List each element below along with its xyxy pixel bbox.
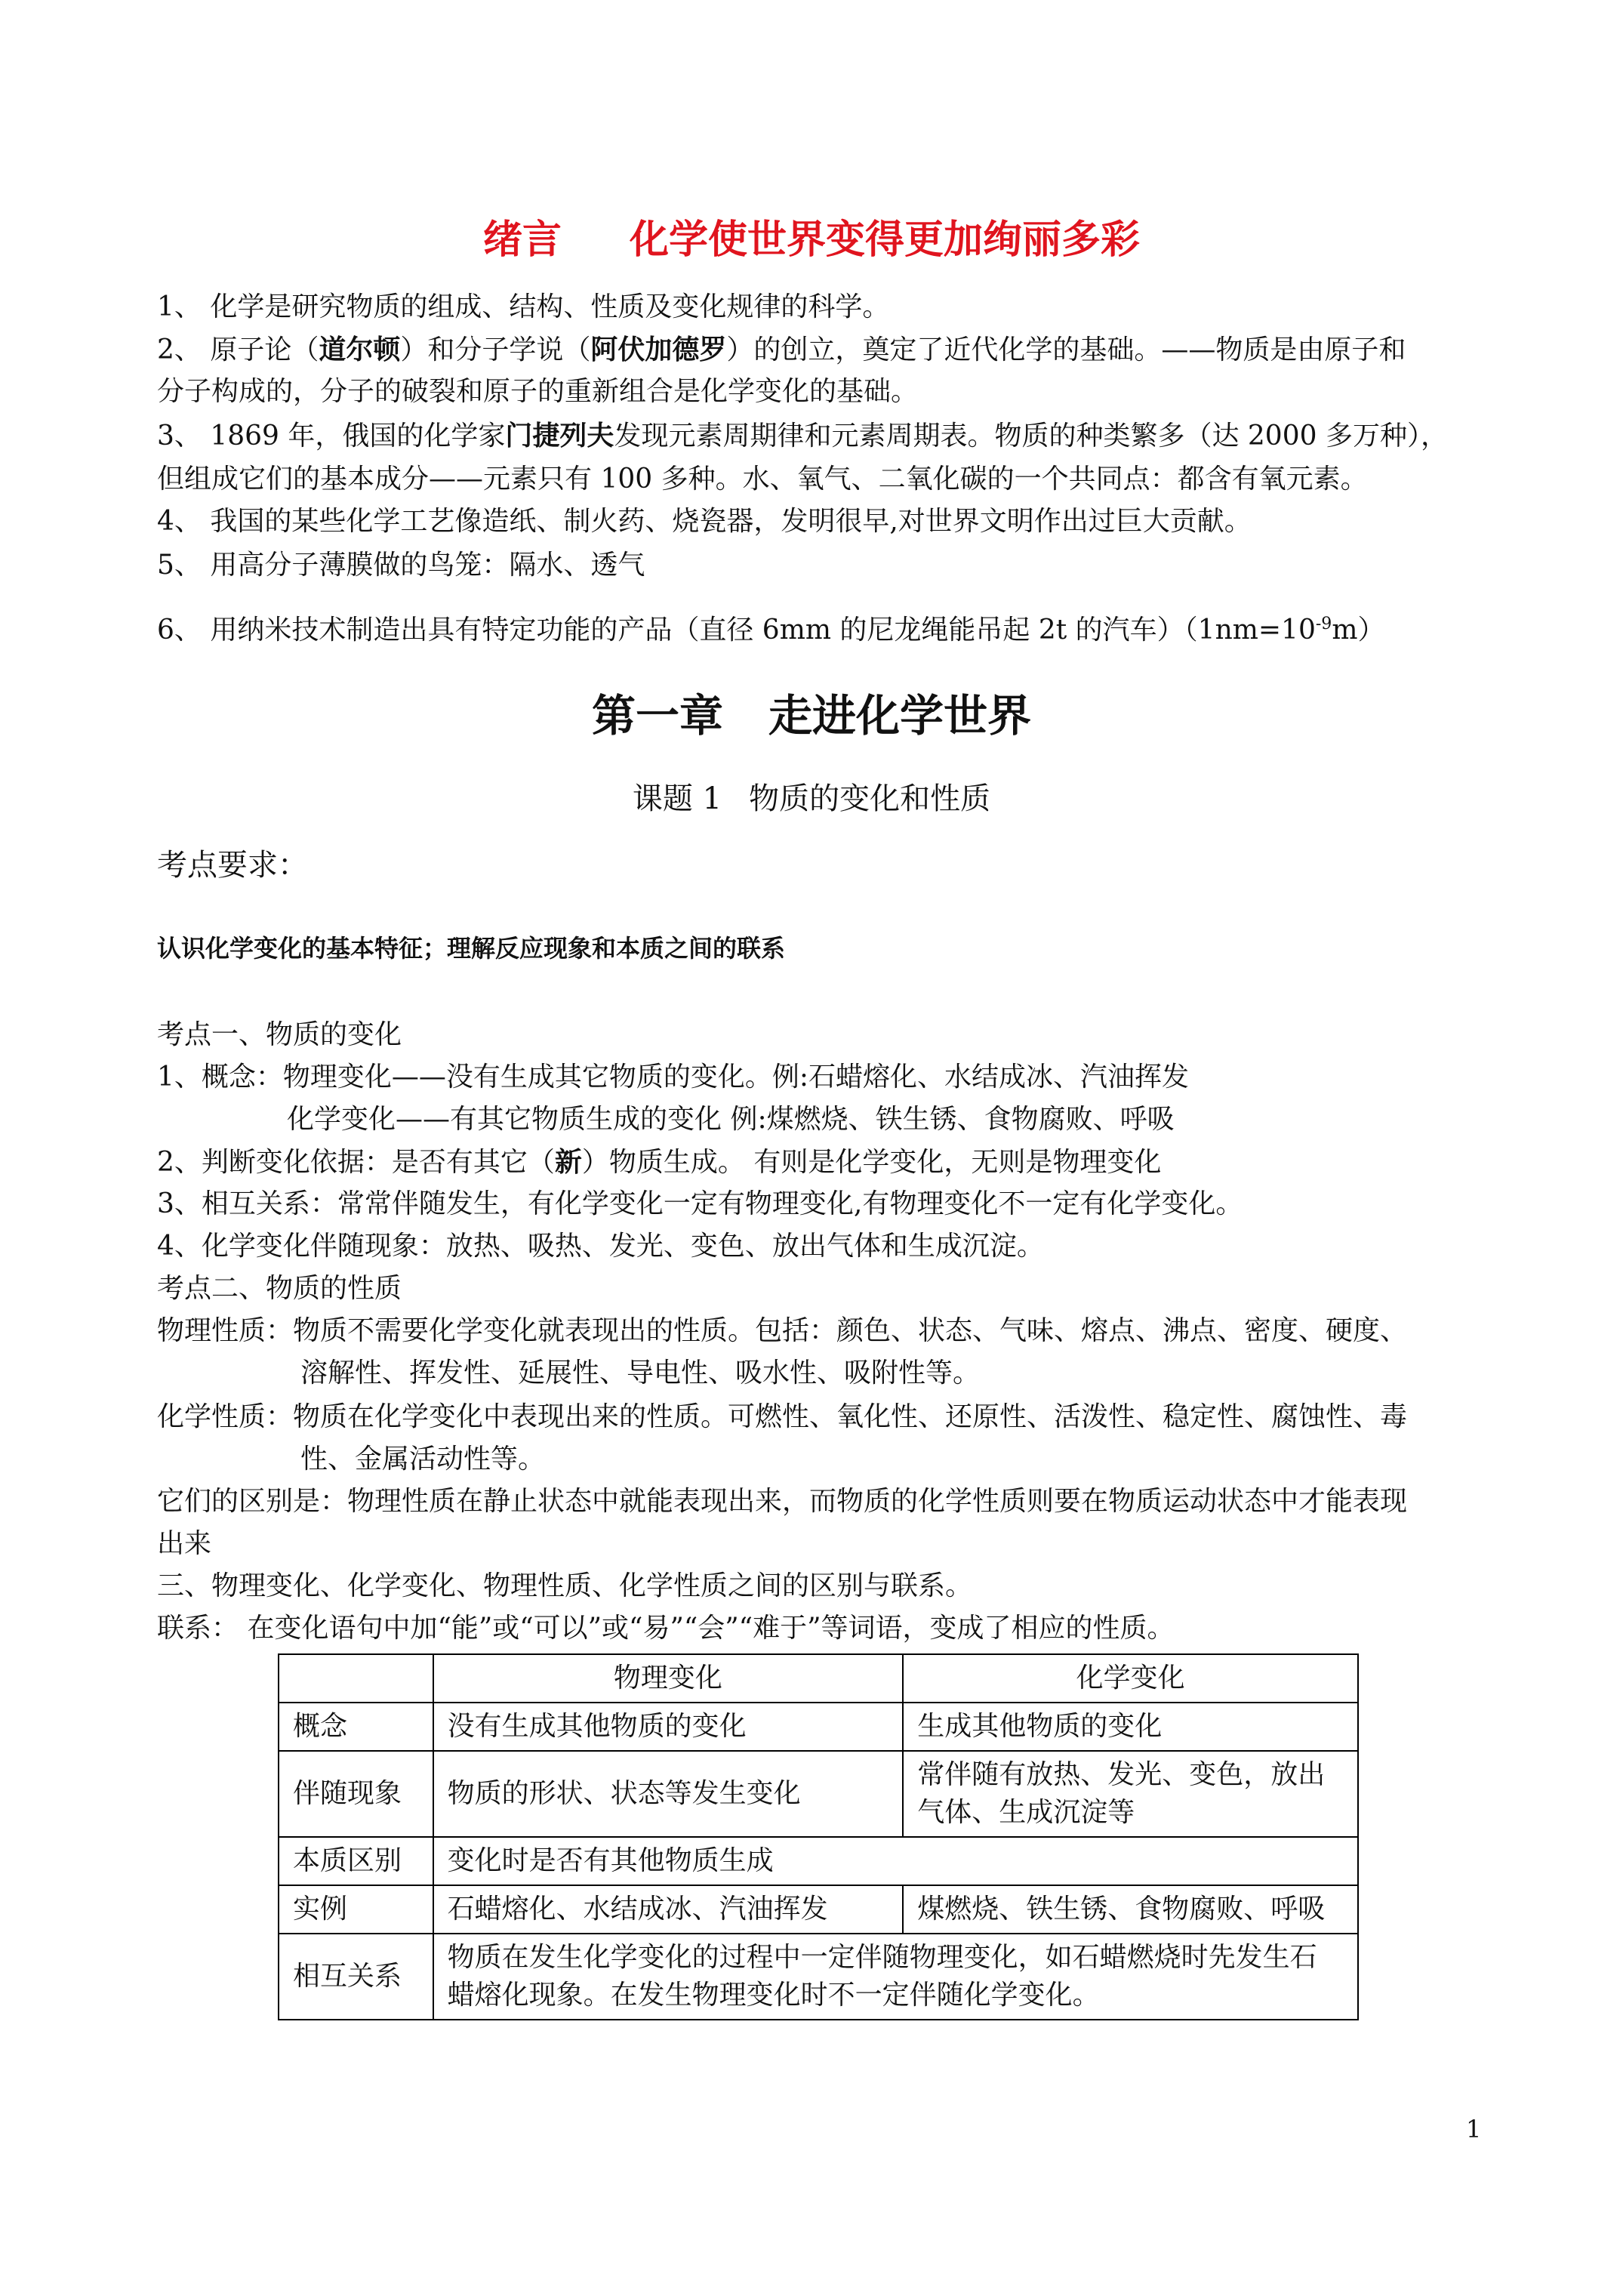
- table-cell: 没有生成其他物质的变化: [433, 1703, 904, 1751]
- point-1-line-3: 2、判断变化依据：是否有其它（新）物质生成。 有则是化学变化，无则是物理变化: [157, 1146, 1162, 1178]
- comparison-table: [278, 1653, 1359, 2020]
- point-2-line-6: 出来: [157, 1528, 212, 1559]
- mendeleev-name: 门捷列夫: [505, 420, 614, 451]
- table-cell: 本质区别: [279, 1837, 433, 1885]
- table-row: [279, 1703, 1358, 1751]
- point-2-line-4: 性、金属活动性等。: [300, 1444, 546, 1475]
- avogadro-name: 阿伏加德罗: [590, 334, 727, 365]
- dalton-name: 道尔顿: [319, 334, 401, 365]
- table-cell: 常伴随有放热、发光、变色，放出气体、生成沉淀等: [903, 1751, 1358, 1837]
- lesson-title: 课题 1 物质的变化和性质: [632, 781, 991, 816]
- table-header-physical: 物理变化: [433, 1654, 904, 1703]
- point-1-line-2: 化学变化——有其它物质生成的变化 例:煤燃烧、铁生锈、食物腐败、呼吸: [287, 1104, 1175, 1135]
- point-2-line-1: 物理性质：物质不需要化学变化就表现出的性质。包括：颜色、状态、气味、熔点、沸点、密度、硬度、: [157, 1315, 1408, 1346]
- table-cell: 概念: [279, 1703, 433, 1751]
- point-1-line-5: 4、化学变化伴随现象：放热、吸热、发光、变色、放出气体和生成沉淀。: [157, 1231, 1044, 1262]
- point-1-line-4: 3、相互关系：常常伴随发生，有化学变化一定有物理变化,有物理变化不一定有化学变化。: [157, 1188, 1243, 1219]
- point-2-line-3: 化学性质：物质在化学变化中表现出来的性质。可燃性、氧化性、还原性、活泼性、稳定性、腐蚀性、毒: [157, 1401, 1408, 1432]
- table-cell: 物质的形状、状态等发生变化: [433, 1751, 904, 1837]
- table-row: [279, 1885, 1358, 1934]
- chapter-title: 第一章 走进化学世界: [591, 690, 1032, 741]
- point-3-heading: 三、物理变化、化学变化、物理性质、化学性质之间的区别与联系。: [157, 1570, 973, 1601]
- intro-line-8: 6、 用纳米技术制造出具有特定功能的产品（直径 6mm 的尼龙绳能吊起 2t 的汽车）$(1nm=10^{-9}m)$: [157, 615, 1385, 646]
- preface-title: [0, 214, 1623, 267]
- table-cell: 煤燃烧、铁生锈、食物腐败、呼吸: [903, 1885, 1358, 1934]
- table-cell: 石蜡熔化、水结成冰、汽油挥发: [433, 1885, 904, 1934]
- new-substance-keyword: 新: [554, 1146, 582, 1178]
- page-number: 1: [1466, 2115, 1482, 2143]
- intro-line-5: 但组成它们的基本成分——元素只有 100 多种。水、氧气、二氧化碳的一个共同点：都含有氧元素。: [157, 464, 1368, 495]
- table-cell: [279, 1654, 433, 1703]
- table-row: [279, 1934, 1358, 2020]
- table-row: [279, 1837, 1358, 1885]
- preface-heading: 化学使世界变得更加绚丽多彩: [630, 217, 1141, 263]
- preface-label: 绪言: [482, 217, 562, 263]
- requirements-heading: 考点要求：: [157, 848, 308, 883]
- requirements-text: 认识化学变化的基本特征；理解反应现象和本质之间的联系: [157, 934, 786, 963]
- intro-line-3: 分子构成的，分子的破裂和原子的重新组合是化学变化的基础。: [157, 376, 919, 407]
- table-cell: 相互关系: [279, 1934, 433, 2020]
- intro-line-7: 5、 用高分子薄膜做的鸟笼：隔水、透气: [157, 550, 645, 581]
- intro-line-1: 1、 化学是研究物质的组成、结构、性质及变化规律的科学。: [157, 291, 890, 322]
- table-cell: 伴随现象: [279, 1751, 433, 1837]
- table-cell: 生成其他物质的变化: [903, 1703, 1358, 1751]
- table-cell: 变化时是否有其他物质生成: [433, 1837, 1358, 1885]
- point-1-heading: 考点一、物质的变化: [157, 1019, 402, 1050]
- point-3-line-1: 联系： 在变化语句中加“能”或“可以”或“易”“会”“难于”等词语，变成了相应的性质。: [157, 1613, 1175, 1644]
- table-row: [279, 1751, 1358, 1837]
- intro-line-2: 2、 原子论（道尔顿）和分子学说（阿伏加德罗）的创立，奠定了近代化学的基础。——物质是由原子和: [157, 334, 1406, 365]
- point-2-line-5: 它们的区别是：物理性质在静止状态中就能表现出来，而物质的化学性质则要在物质运动状态中才能表现: [157, 1486, 1408, 1517]
- table-cell: 物质在发生化学变化的过程中一定伴随物理变化，如石蜡燃烧时先发生石蜡熔化现象。在发生物理变化时不一定伴随化学变化。: [433, 1934, 1358, 2020]
- point-2-line-2: 溶解性、挥发性、延展性、导电性、吸水性、吸附性等。: [300, 1358, 981, 1388]
- point-2-heading: 考点二、物质的性质: [157, 1273, 402, 1304]
- table-header-chemical: 化学变化: [903, 1654, 1358, 1703]
- table-row: [279, 1654, 1358, 1703]
- intro-line-6: 4、 我国的某些化学工艺像造纸、制火药、烧瓷器，发明很早,对世界文明作出过巨大贡献。: [157, 506, 1252, 537]
- nano-exponent: -9: [1315, 615, 1332, 633]
- point-1-line-1: 1、概念：物理变化——没有生成其它物质的变化。例:石蜡熔化、水结成冰、汽油挥发: [157, 1062, 1190, 1093]
- intro-line-4: 3、 1869 年，俄国的化学家门捷列夫发现元素周期律和元素周期表。物质的种类繁多（达 2000 多万种），: [157, 420, 1448, 451]
- table-cell: 实例: [279, 1885, 433, 1934]
